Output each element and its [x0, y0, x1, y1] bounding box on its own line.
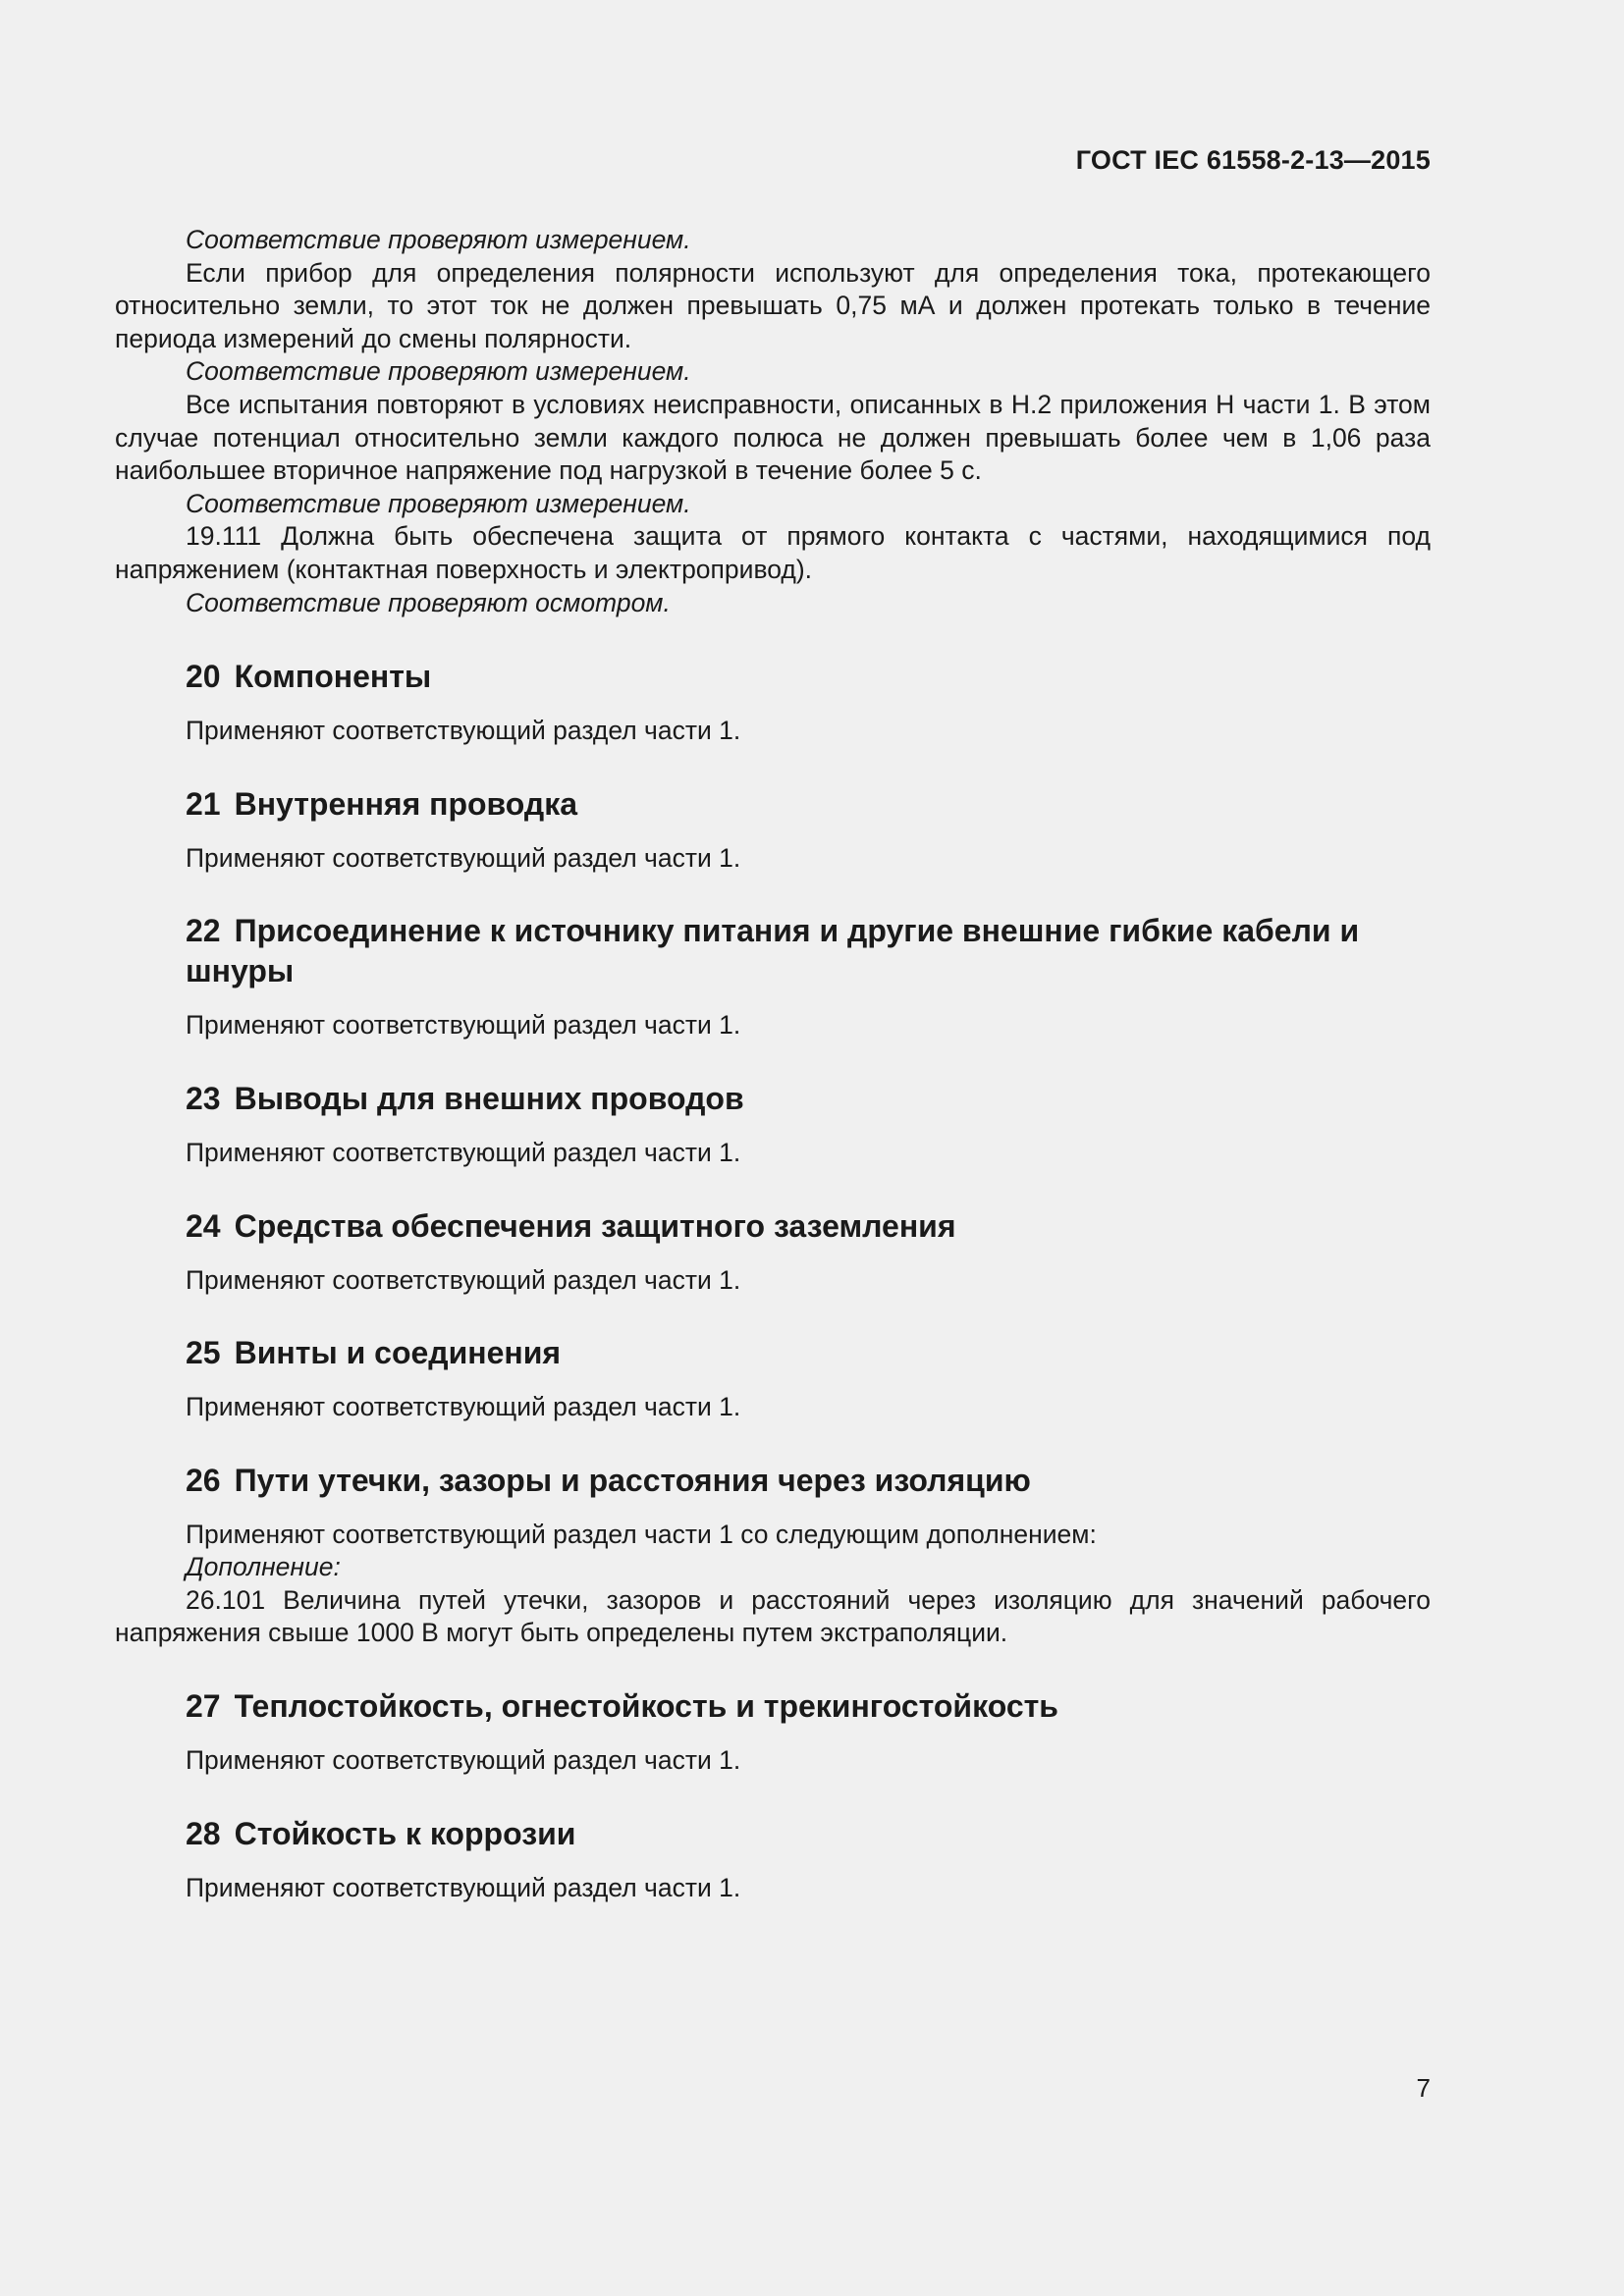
- section-body: Применяют соответствующий раздел части 1 со следующим дополнением:: [186, 1519, 1097, 1549]
- section-heading: [186, 1079, 1431, 1119]
- section-title: Компоненты: [234, 659, 432, 695]
- document-body: [115, 224, 1431, 1904]
- page-number: 7: [1416, 2073, 1431, 2103]
- section-27: [115, 1686, 1431, 1727]
- section-title: Теплостойкость, огнестойкость и трекингостойкость: [234, 1688, 1058, 1725]
- section-heading: [186, 784, 1431, 825]
- section-title: Внутренняя проводка: [234, 785, 578, 822]
- section-title: Пути утечки, зазоры и расстояния через изоляцию: [234, 1462, 1031, 1498]
- compliance-note: Соответствие проверяют измерением.: [186, 356, 691, 387]
- section-heading: [186, 1461, 1431, 1501]
- section-number: 25: [186, 1335, 221, 1371]
- clause-19-111: 19.111 Должна быть обеспечена защита от прямого контакта с частями, находящимися под напряжением (контактная поверхность и электропривод).: [115, 521, 1431, 584]
- section-number: 21: [186, 785, 221, 822]
- section-body: Применяют соответствующий раздел части 1.: [186, 1010, 741, 1041]
- section-23: [115, 1079, 1431, 1119]
- section-number: 23: [186, 1080, 221, 1116]
- compliance-note: Соответствие проверяют измерением.: [186, 488, 691, 518]
- section-title: Винты и соединения: [234, 1335, 562, 1371]
- section-heading: [186, 1206, 1431, 1247]
- section-title: Стойкость к коррозии: [234, 1815, 576, 1851]
- section-heading: [186, 1333, 1431, 1373]
- section-heading: [186, 1686, 1431, 1727]
- section-body: Применяют соответствующий раздел части 1.: [186, 716, 741, 746]
- section-21: [115, 784, 1431, 825]
- compliance-note: Соответствие проверяют осмотром.: [186, 587, 671, 617]
- addition-label: Дополнение:: [186, 1552, 341, 1582]
- clause-26-101: 26.101 Величина путей утечки, зазоров и расстояний через изоляцию для значений рабочего напряжения свыше 1000 В могут быть определены путем экстраполяции.: [115, 1584, 1431, 1648]
- section-number: 20: [186, 659, 221, 695]
- section-28: [115, 1814, 1431, 1854]
- section-22: [115, 911, 1431, 991]
- paragraph: Все испытания повторяют в условиях неисправности, описанных в Н.2 приложения Н части 1. В этом случае потенциал относительно земли каждого полюса не должен превышать более чем в 1,06 раза наибольшее вторичное напряжение под нагрузкой в течение более 5 с.: [115, 389, 1431, 486]
- section-26: [115, 1461, 1431, 1501]
- section-body: Применяют соответствующий раздел части 1.: [186, 1745, 741, 1776]
- section-number: 27: [186, 1688, 221, 1725]
- section-body: Применяют соответствующий раздел части 1.: [186, 1264, 741, 1295]
- compliance-note: Соответствие проверяют измерением.: [186, 225, 691, 254]
- section-title: Средства обеспечения защитного заземления: [234, 1207, 956, 1244]
- section-body: Применяют соответствующий раздел части 1.: [186, 1137, 741, 1167]
- section-body: Применяют соответствующий раздел части 1.: [186, 1872, 741, 1902]
- paragraph: Если прибор для определения полярности используют для определения тока, протекающего относительно земли, то этот ток не должен превышать 0,75 мА и должен протекать только в течение периода измерений до смены полярности.: [115, 257, 1431, 353]
- section-heading: [186, 1814, 1431, 1854]
- section-heading: [186, 911, 1431, 991]
- section-body: Применяют соответствующий раздел части 1.: [186, 842, 741, 873]
- section-number: 24: [186, 1207, 221, 1244]
- section-title: Присоединение к источнику питания и другие внешние гибкие кабели и шнуры: [186, 913, 1360, 989]
- section-number: 26: [186, 1462, 221, 1498]
- section-body: Применяют соответствующий раздел части 1.: [186, 1392, 741, 1422]
- section-number: 28: [186, 1815, 221, 1851]
- section-25: [115, 1333, 1431, 1373]
- section-number: 22: [186, 913, 221, 949]
- document-header: ГОСТ IEC 61558-2-13—2015: [1075, 145, 1431, 175]
- section-title: Выводы для внешних проводов: [234, 1080, 744, 1116]
- section-20: [115, 657, 1431, 697]
- section-heading: [186, 657, 1431, 697]
- section-24: [115, 1206, 1431, 1247]
